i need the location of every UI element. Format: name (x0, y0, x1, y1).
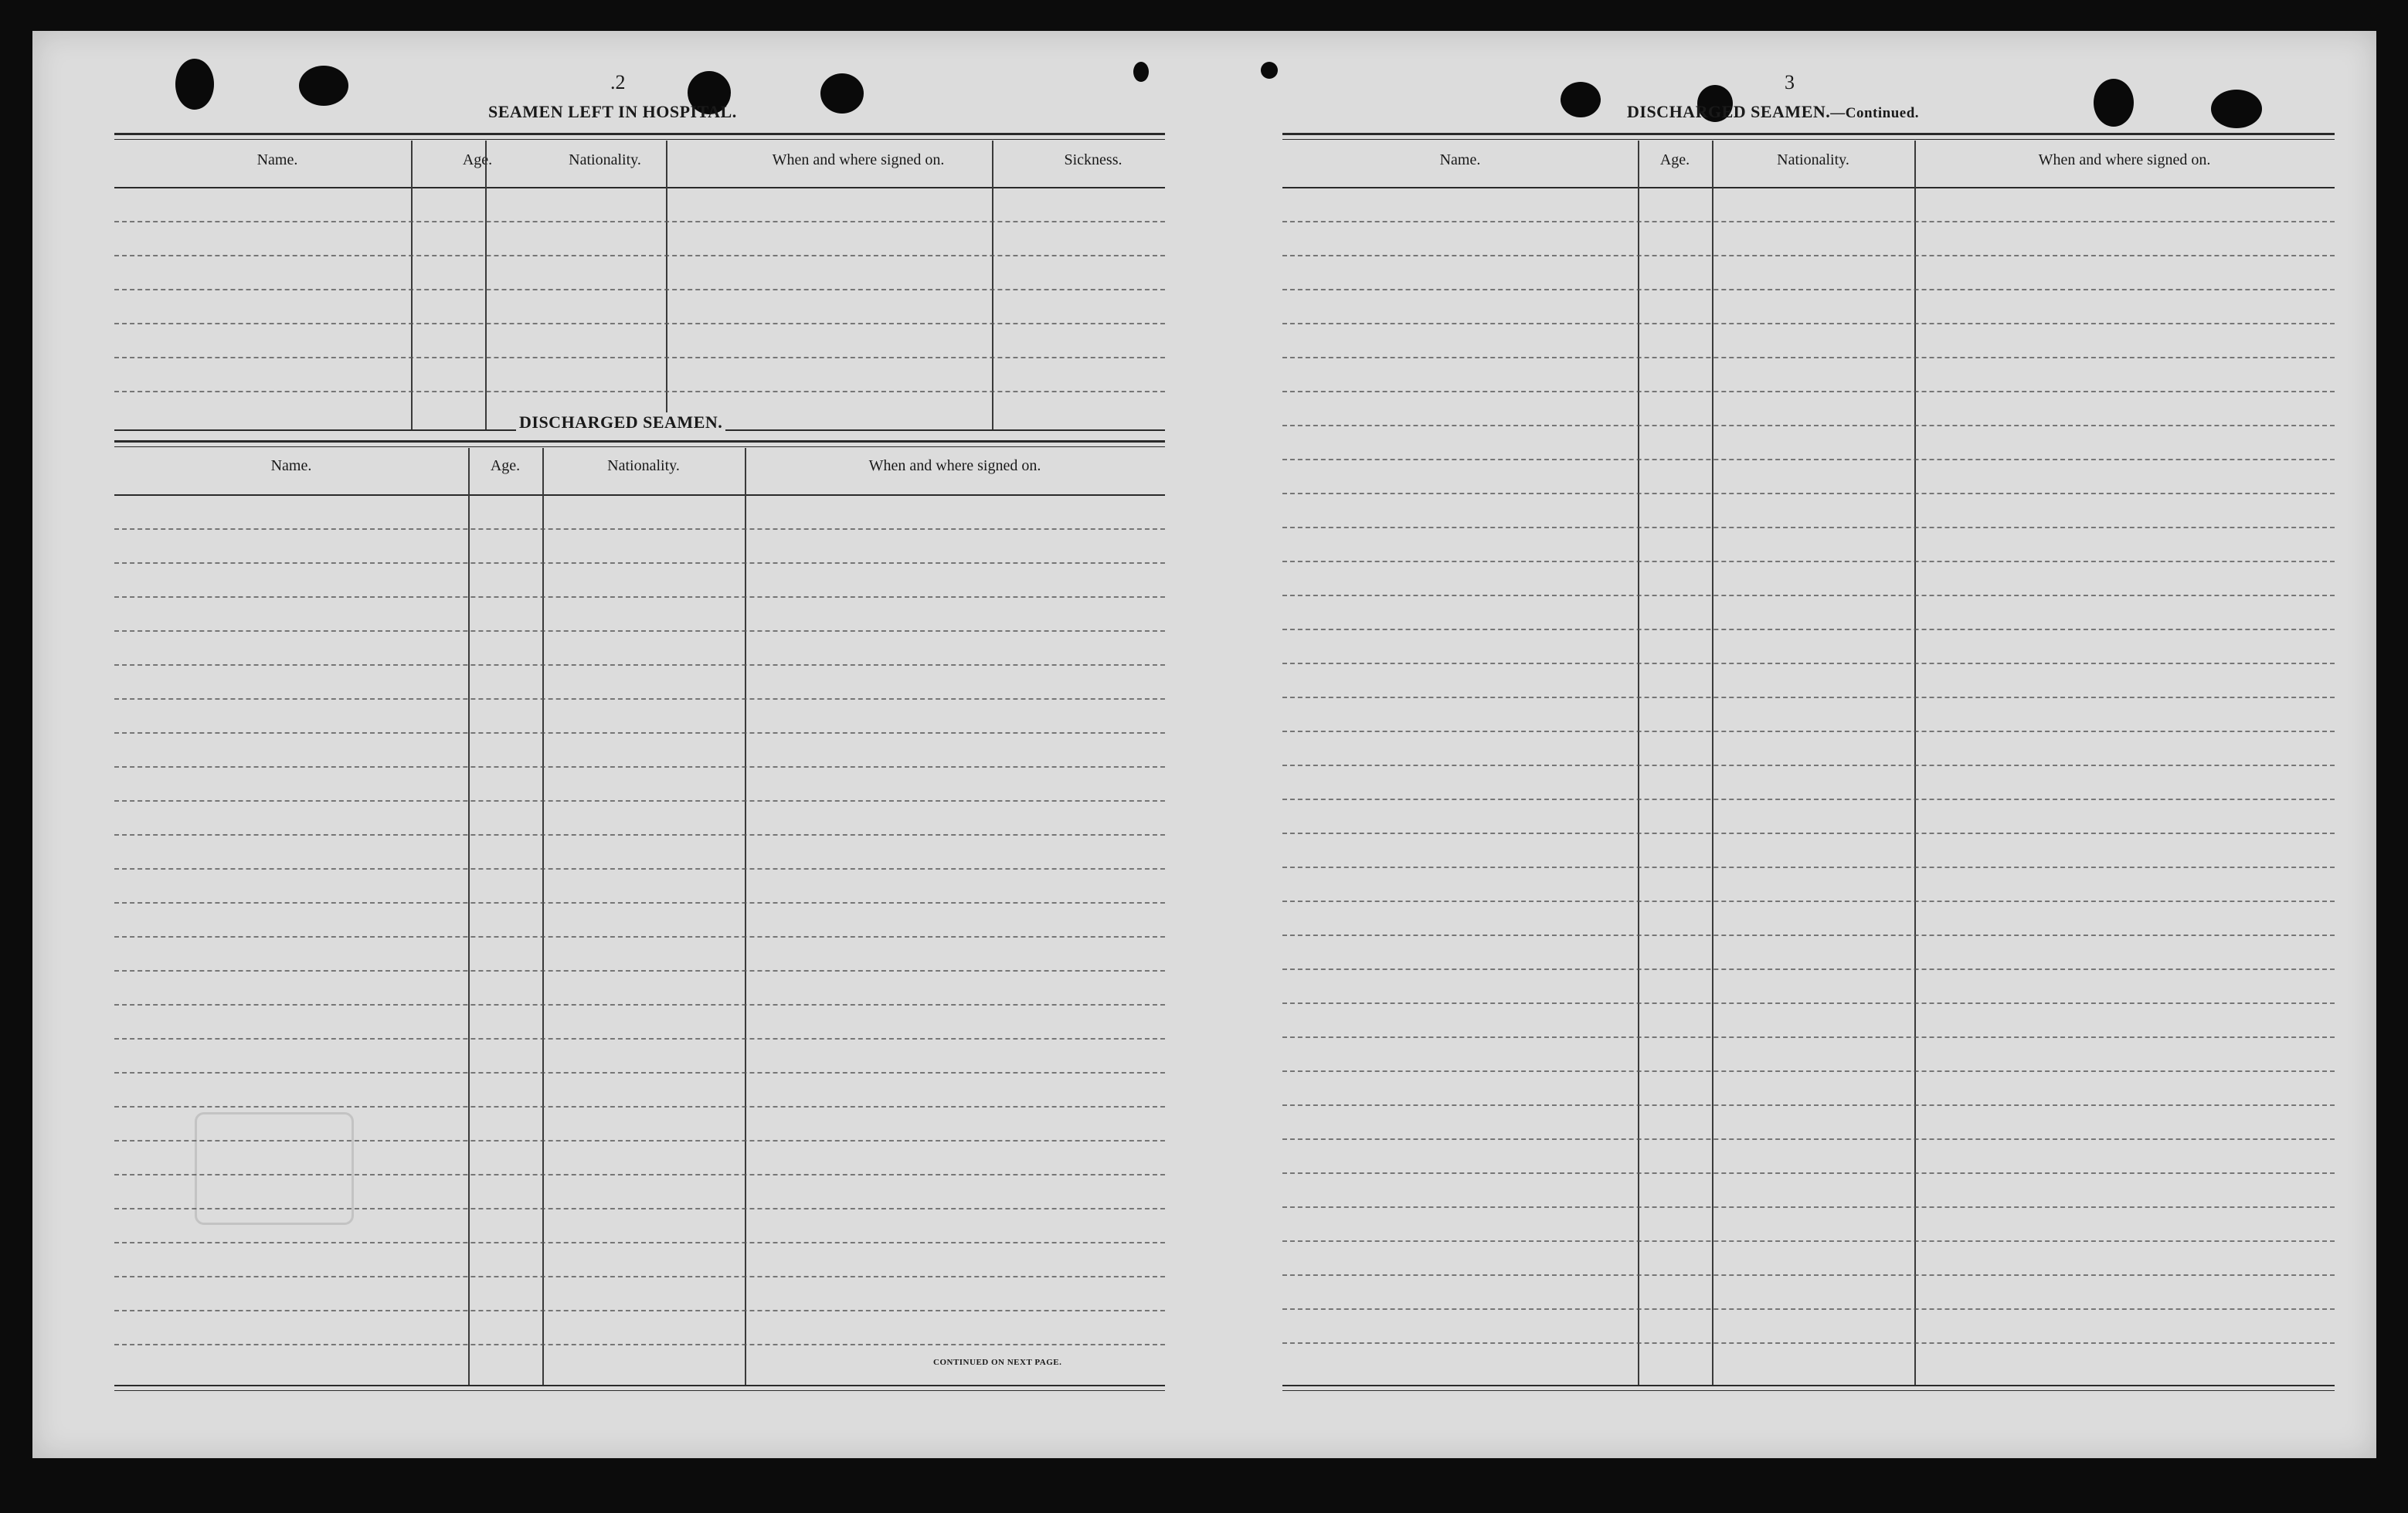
right-col-age: Age. (1659, 151, 1690, 168)
ruled-line (1282, 323, 2335, 324)
ruled-line (1282, 1104, 2335, 1106)
ruled-line (1282, 1342, 2335, 1344)
ruled-line (114, 1310, 1165, 1311)
rule (114, 1385, 1165, 1386)
ruled-line (1282, 1036, 2335, 1038)
hospital-col-name: Name. (256, 151, 298, 168)
left-page-number: .2 (610, 71, 626, 93)
ruled-line (1282, 289, 2335, 290)
ruled-line (114, 528, 1165, 530)
ruled-line (1282, 425, 2335, 426)
ruled-line (1282, 901, 2335, 902)
right-section-title (1627, 102, 1919, 122)
ruled-line (1282, 1206, 2335, 1208)
punch-hole (175, 59, 214, 110)
rule (1282, 133, 2335, 135)
rule (114, 133, 1165, 135)
ruled-line (114, 221, 1165, 222)
ruled-line (114, 834, 1165, 836)
ruled-line (114, 800, 1165, 802)
ruled-line (1282, 799, 2335, 800)
column-divider (542, 448, 544, 1385)
punch-hole (1133, 62, 1149, 82)
ruled-line (114, 1344, 1165, 1345)
rule (1282, 187, 2335, 188)
ruled-line (1282, 221, 2335, 222)
punch-hole (2094, 79, 2134, 127)
rule (1282, 1385, 2335, 1386)
column-divider (468, 448, 470, 1385)
column-divider (411, 141, 413, 429)
ruled-line (114, 1174, 1165, 1175)
discharged-col-signed-on: When and where signed on. (868, 457, 1041, 474)
ruled-line (1282, 731, 2335, 732)
ruled-line (114, 596, 1165, 598)
ruled-line (114, 766, 1165, 768)
ruled-line (1282, 833, 2335, 834)
column-divider (1712, 141, 1713, 1385)
hospital-col-sickness: Sickness. (1064, 151, 1122, 168)
ruled-line (114, 562, 1165, 564)
ruled-line (114, 902, 1165, 904)
continued-footer: CONTINUED ON NEXT PAGE. (933, 1358, 1062, 1367)
right-section-title-suffix: —Continued. (1830, 105, 1920, 121)
ruled-line (1282, 1002, 2335, 1004)
rule (114, 494, 1165, 496)
ruled-line (114, 1038, 1165, 1040)
rule (114, 446, 1165, 447)
ruled-line (1282, 663, 2335, 664)
right-col-nationality: Nationality. (1777, 151, 1849, 168)
ruled-line (1282, 255, 2335, 256)
ruled-line (1282, 595, 2335, 596)
right-col-signed-on: When and where signed on. (2038, 151, 2211, 168)
ruled-line (1282, 1172, 2335, 1174)
ruled-line (1282, 561, 2335, 562)
ruled-line (1282, 527, 2335, 528)
ruled-line (1282, 493, 2335, 494)
column-divider (745, 448, 746, 1385)
discharged-col-name: Name. (270, 457, 312, 474)
punch-hole (2211, 90, 2262, 128)
ruled-line (114, 1276, 1165, 1277)
punch-hole (1561, 82, 1601, 117)
rule (114, 187, 1165, 188)
ruled-line (1282, 1274, 2335, 1276)
ruled-line (1282, 969, 2335, 970)
ruled-line (114, 698, 1165, 700)
ruled-line (1282, 697, 2335, 698)
hospital-col-age: Age. (462, 151, 493, 168)
ruled-line (114, 630, 1165, 632)
ruled-line (1282, 1308, 2335, 1310)
hospital-section-title: SEAMEN LEFT IN HOSPITAL. (488, 102, 737, 121)
hospital-col-nationality: Nationality. (569, 151, 641, 168)
hospital-col-signed-on: When and where signed on. (772, 151, 945, 168)
ruled-line (114, 970, 1165, 972)
ruled-line (114, 1242, 1165, 1243)
column-divider (992, 141, 993, 429)
punch-hole (1261, 62, 1278, 79)
punch-hole (299, 66, 348, 106)
document-sheet (32, 31, 2376, 1458)
right-page-number: 3 (1785, 71, 1795, 93)
ruled-line (114, 1140, 1165, 1142)
ruled-line (114, 323, 1165, 324)
ruled-line (114, 357, 1165, 358)
ruled-line (114, 255, 1165, 256)
column-divider (1914, 141, 1916, 1385)
ruled-line (114, 289, 1165, 290)
discharged-col-nationality: Nationality. (607, 457, 680, 474)
rule (114, 139, 1165, 140)
ruled-line (1282, 357, 2335, 358)
ruled-line (1282, 1138, 2335, 1140)
rule (1282, 139, 2335, 140)
ruled-line (114, 868, 1165, 870)
column-divider (1638, 141, 1639, 1385)
ruled-line (114, 664, 1165, 666)
ruled-line (114, 1106, 1165, 1108)
right-section-title-main: DISCHARGED SEAMEN. (1627, 102, 1831, 121)
rule (114, 1390, 1165, 1391)
ruled-line (1282, 629, 2335, 630)
ruled-line (1282, 459, 2335, 460)
ruled-line (1282, 391, 2335, 392)
right-col-name: Name. (1439, 151, 1481, 168)
discharged-col-age: Age. (490, 457, 521, 474)
ruled-line (1282, 867, 2335, 868)
ruled-line (114, 936, 1165, 938)
ruled-line (114, 1072, 1165, 1074)
ruled-line (1282, 1070, 2335, 1072)
ruled-line (114, 391, 1165, 392)
rule (114, 440, 1165, 443)
column-divider (485, 141, 487, 429)
ruled-line (1282, 935, 2335, 936)
ruled-line (114, 1004, 1165, 1006)
discharged-section-title: DISCHARGED SEAMEN. (516, 412, 725, 433)
ruled-line (114, 1208, 1165, 1209)
ruled-line (114, 732, 1165, 734)
column-divider (666, 141, 667, 429)
punch-hole (820, 73, 864, 114)
ruled-line (1282, 1240, 2335, 1242)
ruled-line (1282, 765, 2335, 766)
rule (1282, 1390, 2335, 1391)
